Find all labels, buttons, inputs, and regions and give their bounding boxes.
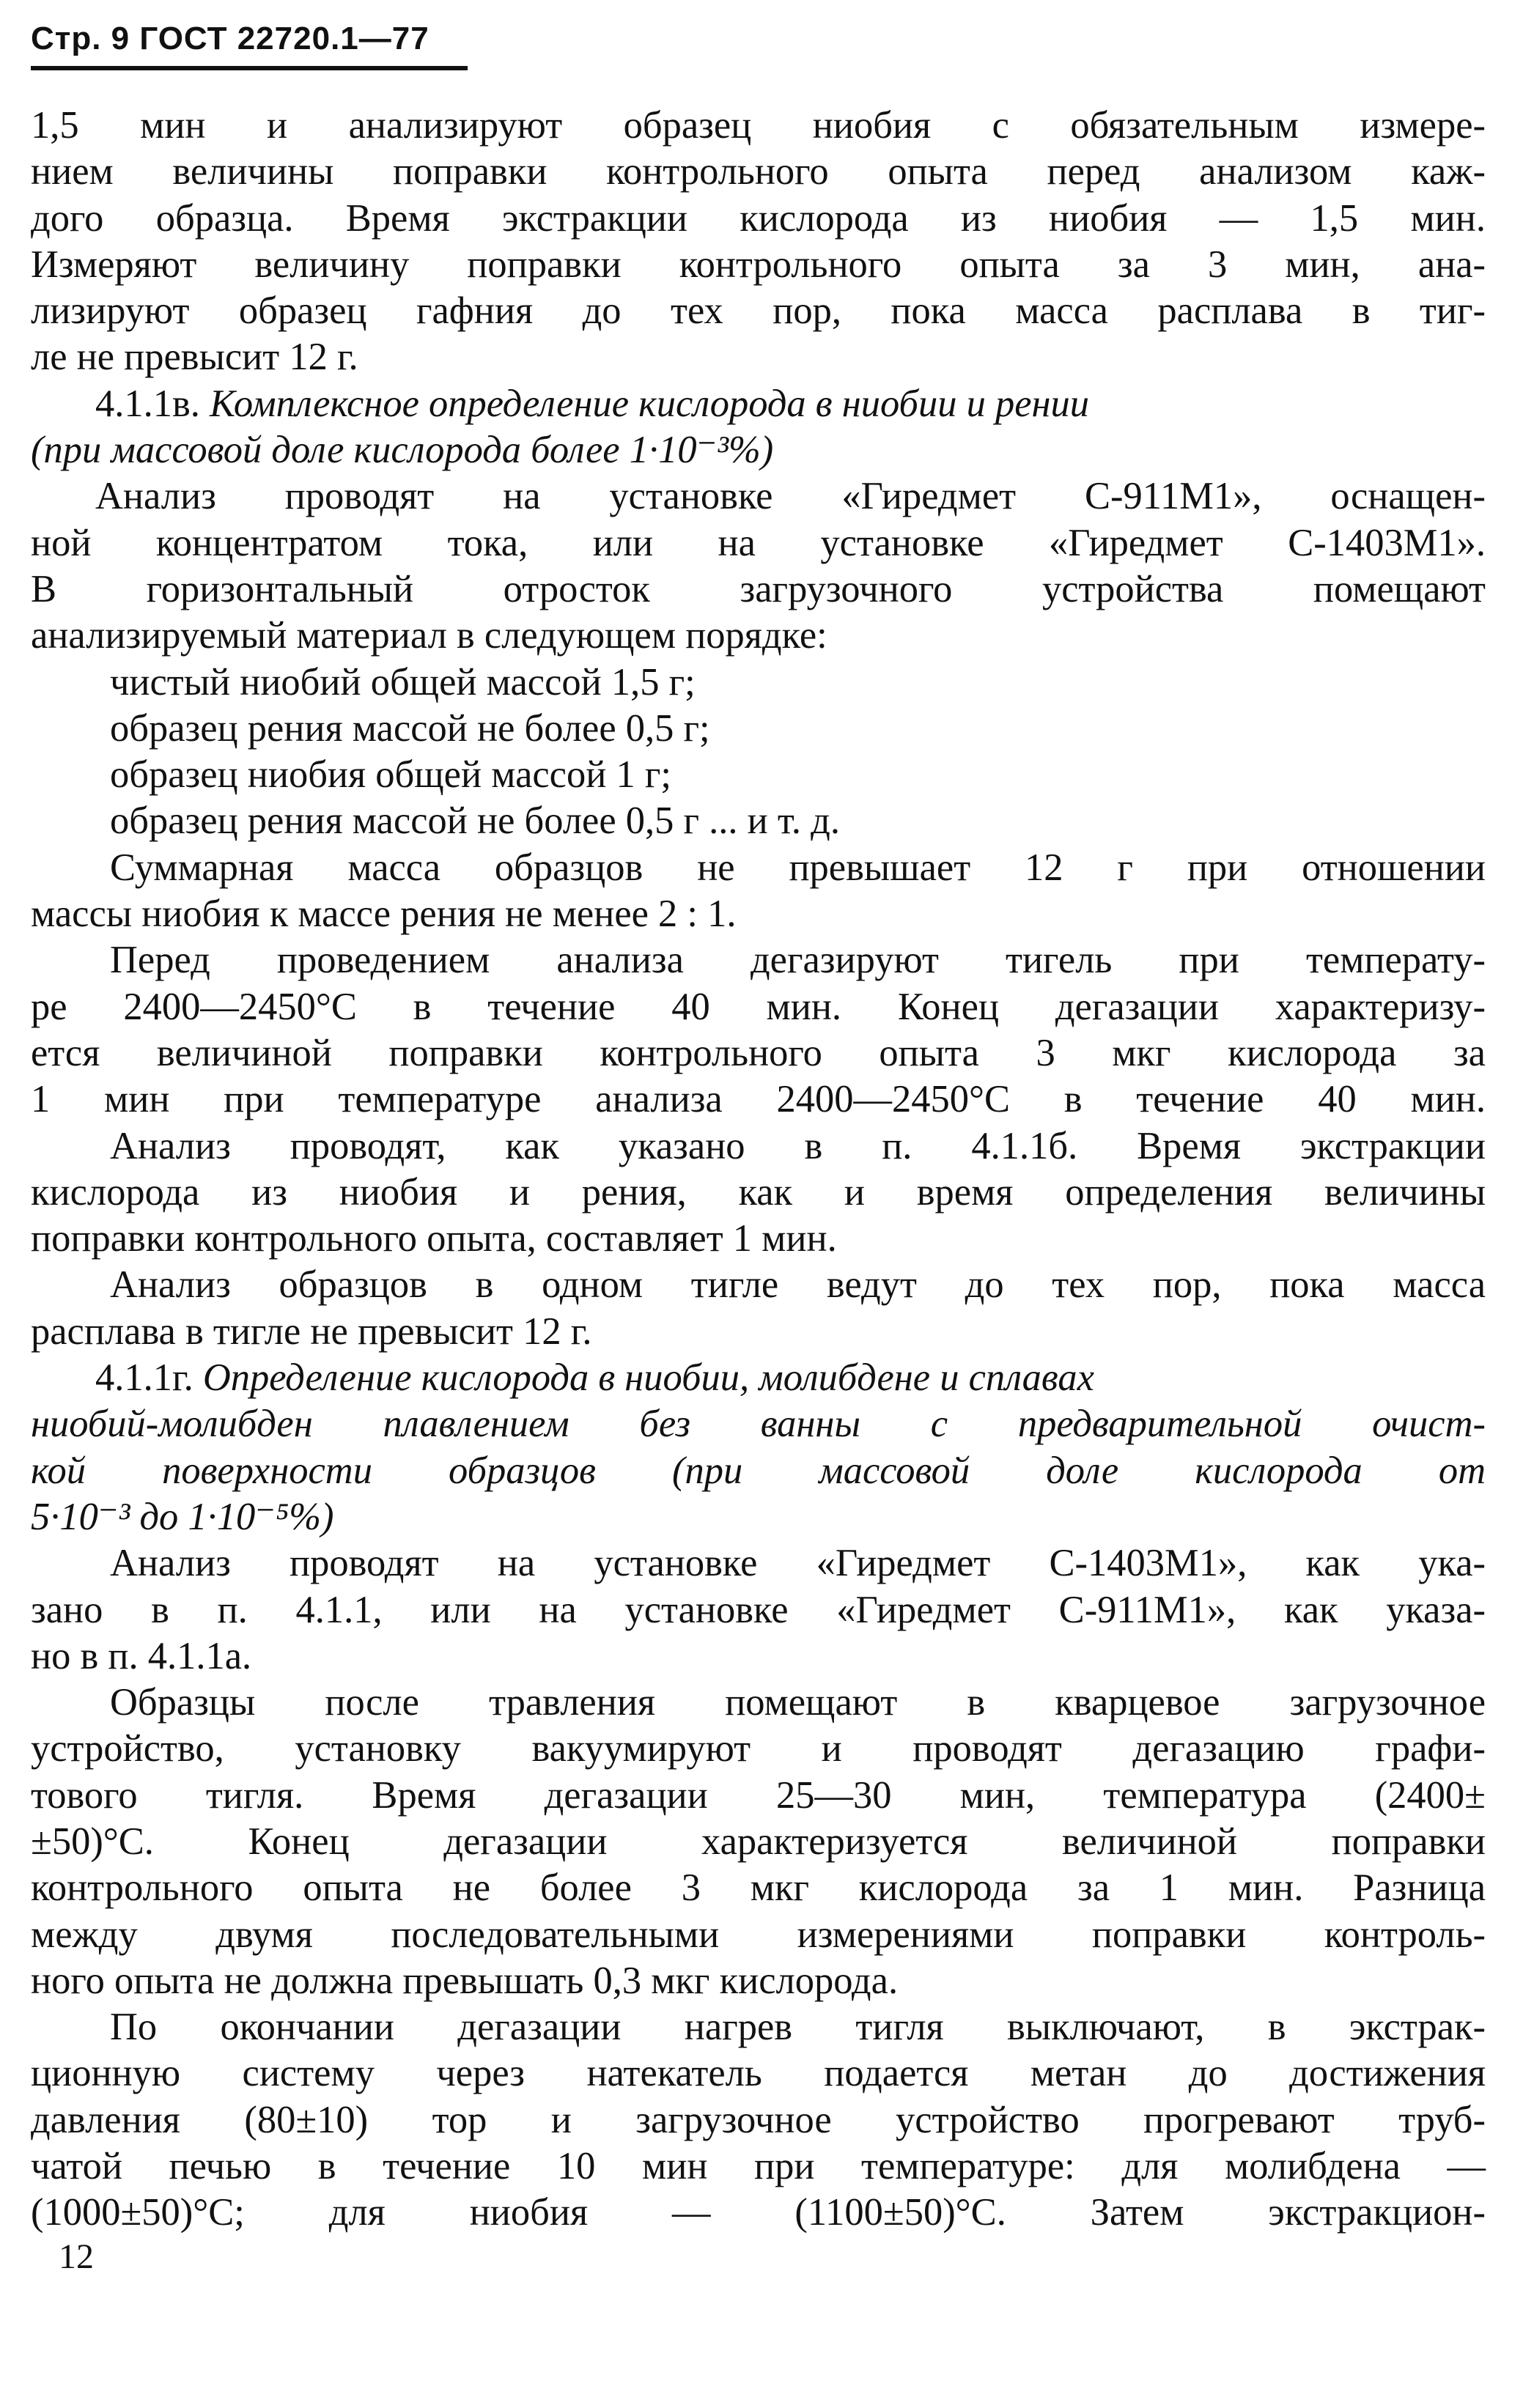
text-line: (1000±50)°С; для ниобия — (1100±50)°С. Затем экстракцион- (31, 2191, 1486, 2234)
section-title-line: ниобий-молибден плавлением без ванны с предварительной очист- (31, 1403, 1486, 1446)
text-line: давления (80±10) тор и загрузочное устройство прогревают труб- (31, 2098, 1486, 2141)
text-line: кислорода из ниобия и рения, как и время определения величины (31, 1170, 1486, 1214)
text-line: ле не превысит 12 г. (31, 336, 358, 379)
text-line: контрольного опыта не более 3 мкг кислорода за 1 мин. Разница (31, 1866, 1486, 1910)
text-line: ного опыта не должна превышать 0,3 мкг кислорода. (31, 1959, 899, 2002)
text-line: ционную систему через натекатель подается метан до достижения (31, 2052, 1486, 2095)
text-line: чатой печью в течение 10 мин при температуре: для молибдена — (31, 2145, 1486, 2188)
page-header: Стр. 9 ГОСТ 22720.1—77 (31, 21, 429, 56)
text-line: Анализ проводят на установке «Гиредмет С-911М1», оснащен- (95, 475, 1486, 518)
text-line: ется величиной поправки контрольного опыта 3 мкг кислорода за (31, 1031, 1486, 1074)
text-line: По окончании дегазации нагрев тигля выключают, в экстрак- (110, 2006, 1486, 2049)
section-title: Определение кислорода в ниобии, молибдене и сплавах (202, 1356, 1094, 1400)
section-heading-4-1-1v (31, 381, 1486, 427)
section-title-line: (при массовой доле кислорода более 1·10⁻³%) (31, 429, 774, 472)
section-number: 4.1.1г. (95, 1356, 193, 1400)
document-body (31, 103, 1486, 2237)
list-item: чистый ниобий общей массой 1,5 г; (110, 660, 696, 703)
text-line: 1 мин при температуре анализа 2400—2450°С в течение 40 мин. (31, 1078, 1486, 1121)
text-line: нием величины поправки контрольного опыта перед анализом каж- (31, 150, 1486, 193)
text-line: ±50)°С. Конец дегазации характеризуется величиной поправки (31, 1820, 1486, 1863)
text-line: дого образца. Время экстракции кислорода из ниобия — 1,5 мин. (31, 196, 1486, 240)
section-number: 4.1.1в. (95, 382, 200, 425)
header-rule (31, 66, 468, 70)
section-heading-4-1-1g (31, 1355, 1486, 1401)
text-line: тового тигля. Время дегазации 25—30 мин, температура (2400± (31, 1773, 1486, 1817)
text-line: лизируют образец гафния до тех пор, пока масса расплава в тиг- (31, 289, 1486, 333)
text-line: поправки контрольного опыта, составляет 1 мин. (31, 1217, 837, 1260)
text-line: 1,5 мин и анализируют образец ниобия с обязательным измере- (31, 104, 1486, 147)
text-line: Анализ образцов в одном тигле ведут до тех пор, пока масса (110, 1263, 1486, 1307)
text-line: Образцы после травления помещают в кварцевое загрузочное (110, 1681, 1486, 1724)
text-line: Измеряют величину поправки контрольного опыта за 3 мин, ана- (31, 243, 1486, 286)
text-line: анализируемый материал в следующем порядке: (31, 614, 827, 657)
section-title-line: 5·10⁻³ до 1·10⁻⁵%) (31, 1495, 334, 1538)
text-line: зано в п. 4.1.1, или на установке «Гиредмет С-911М1», как указа- (31, 1588, 1486, 1631)
page-number: 12 (59, 2237, 94, 2276)
text-line: Анализ проводят, как указано в п. 4.1.1б. Время экстракции (110, 1124, 1486, 1167)
text-line: но в п. 4.1.1а. (31, 1634, 252, 1677)
text-line: расплава в тигле не превысит 12 г. (31, 1310, 592, 1353)
text-line: устройство, установку вакуумируют и проводят дегазацию графи- (31, 1727, 1486, 1770)
section-title: Комплексное определение кислорода в ниобии и рении (210, 382, 1090, 425)
text-line: между двумя последовательными измерениями поправки контроль- (31, 1913, 1486, 1956)
text-line: ре 2400—2450°С в течение 40 мин. Конец дегазации характеризу- (31, 985, 1486, 1028)
text-line: ной концентратом тока, или на установке «Гиредмет С-1403М1». (31, 521, 1486, 564)
text-line: В горизонтальный отросток загрузочного устройства помещают (31, 567, 1486, 610)
section-title-line: кой поверхности образцов (при массовой доле кислорода от (31, 1449, 1486, 1492)
text-line: Перед проведением анализа дегазируют тигель при температу- (110, 939, 1486, 982)
list-item: образец ниобия общей массой 1 г; (110, 753, 671, 797)
text-line: Суммарная масса образцов не превышает 12 г при отношении (110, 846, 1486, 889)
list-item: образец рения массой не более 0,5 г; (110, 706, 710, 750)
list-item: образец рения массой не более 0,5 г ... и т. д. (110, 799, 840, 843)
text-line: Анализ проводят на установке «Гиредмет С-1403М1», как ука- (110, 1542, 1486, 1585)
text-line: массы ниобия к массе рения не менее 2 : 1. (31, 893, 737, 936)
